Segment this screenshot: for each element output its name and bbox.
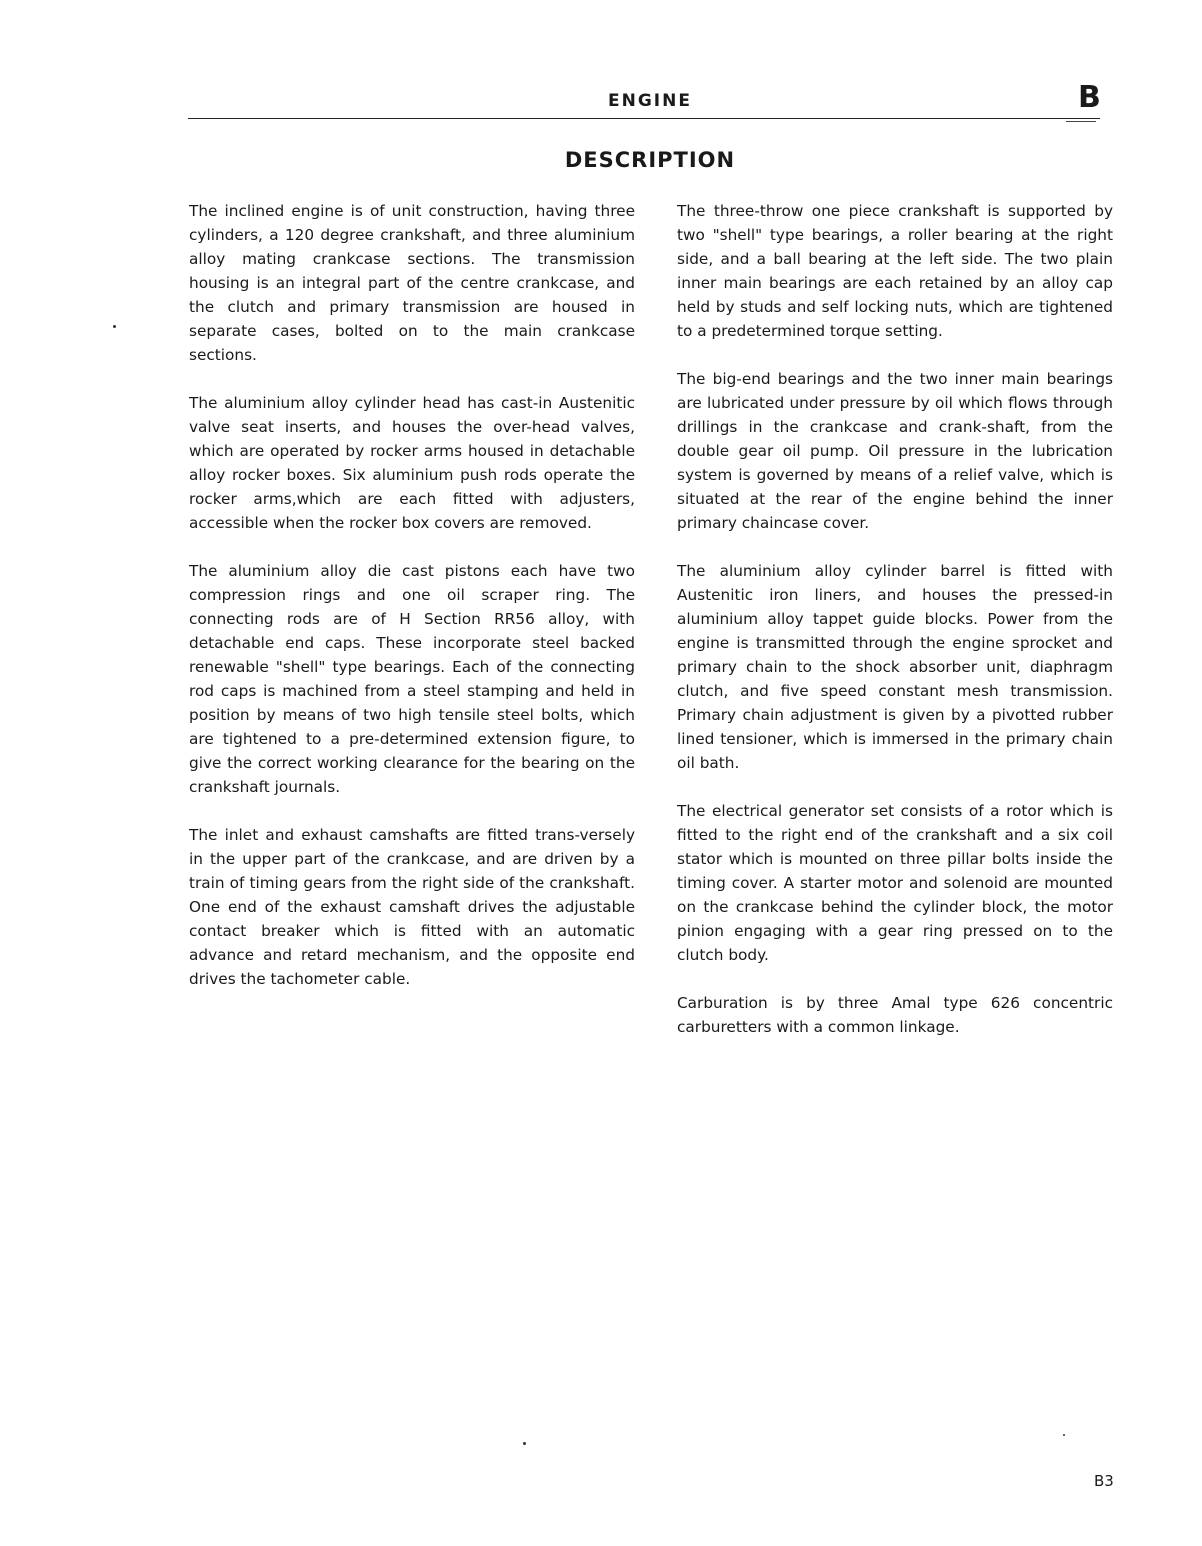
right-column [677, 199, 1113, 1063]
paragraph: The big-end bearings and the two inner main bearings are lubricated under pressure by oil which flows through drillings in the crankcase and crank-shaft, from the double gear oil pump. Oil pressure in the lubrication system is governed by means of a relief valve, which is situated at the rear of the engine behind the inner primary chaincase cover. [677, 370, 1113, 532]
paragraph: Carburation is by three Amal type 626 concentric carburetters with a common linkage. [677, 994, 1113, 1036]
running-header-title: ENGINE [608, 91, 692, 111]
scan-speck [113, 325, 116, 328]
section-letter: B [1078, 80, 1101, 115]
paragraph: The inlet and exhaust camshafts are fitted trans-versely in the upper part of the crankcase, and are driven by a train of timing gears from the right side of the crankshaft. One end of the exhaust camshaft drives the adjustable contact breaker which is fitted with an automatic advance and retard mechanism, and the opposite end drives the tachometer cable. [189, 826, 635, 988]
page-title: DESCRIPTION [564, 148, 736, 172]
scan-speck [1063, 1434, 1065, 1436]
paragraph: The three-throw one piece crankshaft is supported by two "shell" type bearings, a roller bearing at the right side, and a ball bearing at the left side. The two plain inner main bearings are each retained by an alloy cap held by studs and self locking nuts, which are tightened to a predetermined torque setting. [677, 202, 1113, 340]
scan-speck [523, 1442, 526, 1445]
page-number: B3 [1094, 1472, 1114, 1490]
paragraph: The aluminium alloy cylinder barrel is fitted with Austenitic iron liners, and houses the pressed-in aluminium alloy tappet guide blocks. Power from the engine is transmitted through the engine sprocket and primary chain to the shock absorber unit, diaphragm clutch, and five speed constant mesh transmission. Primary chain adjustment is given by a pivotted rubber lined tensioner, which is immersed in the primary chain oil bath. [677, 562, 1113, 772]
header-rule [188, 118, 1100, 119]
left-column [189, 199, 635, 1015]
paragraph: The aluminium alloy die cast pistons each have two compression rings and one oil scraper ring. The connecting rods are of H Section RR56 alloy, with detachable end caps. These incorporate steel backed renewable "shell" type bearings. Each of the connecting rod caps is machined from a steel stamping and held in position by means of two high tensile steel bolts, which are tightened to a pre-determined extension figure, to give the correct working clearance for the bearing on the crankshaft journals. [189, 562, 635, 796]
paragraph: The electrical generator set consists of a rotor which is fitted to the right end of the crankshaft and a six coil stator which is mounted on three pillar bolts inside the timing cover. A starter motor and solenoid are mounted on the crankcase behind the cylinder block, the motor pinion engaging with a gear ring pressed on to the clutch body. [677, 802, 1113, 964]
paragraph: The inclined engine is of unit construction, having three cylinders, a 120 degree crankshaft, and three aluminium alloy mating crankcase sections. The transmission housing is an integral part of the centre crankcase, and the clutch and primary transmission are housed in separate cases, bolted on to the main crankcase sections. [189, 202, 635, 364]
paragraph: The aluminium alloy cylinder head has cast-in Austenitic valve seat inserts, and houses the over-head valves, which are operated by rocker arms housed in detachable alloy rocker boxes. Six aluminium push rods operate the rocker arms,which are each fitted with adjusters, accessible when the rocker box covers are removed. [189, 394, 635, 532]
header-rule-accent [1066, 121, 1096, 122]
